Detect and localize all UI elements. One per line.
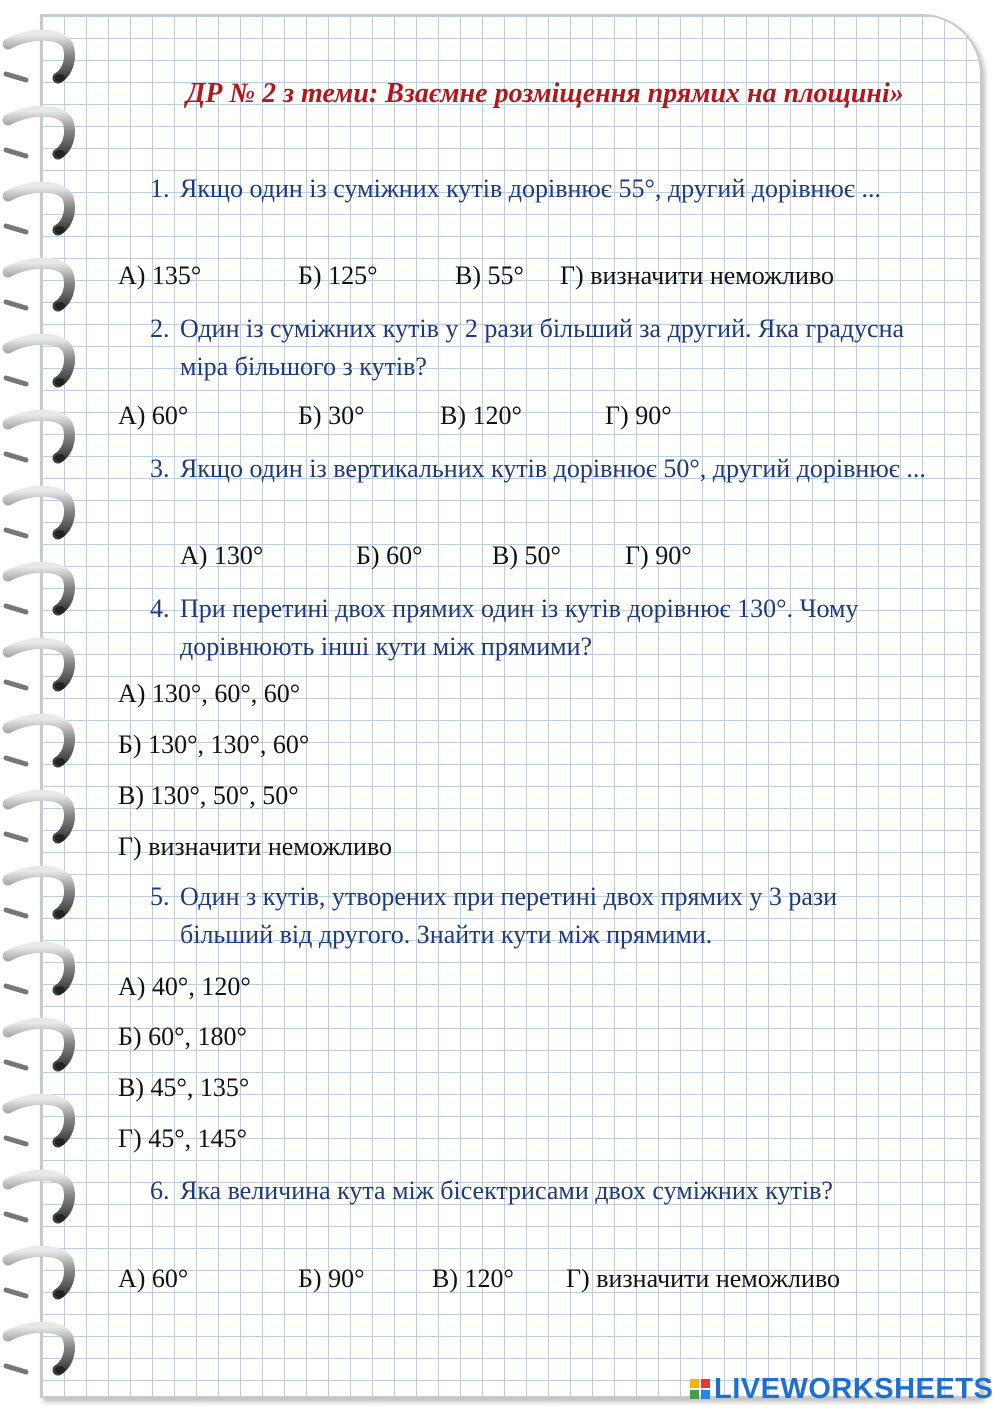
question-text: Якщо один із вертикальних кутів дорівнює 50°, другий дорівнює ...: [180, 454, 926, 483]
answer-6a[interactable]: А) 60°: [118, 1264, 189, 1293]
question-text: Яка величина кута між бісектрисами двох суміжних кутів?: [180, 1176, 833, 1205]
answer-3c[interactable]: В) 50°: [492, 541, 561, 570]
answer-5b[interactable]: Б) 60°, 180°: [118, 1022, 247, 1051]
answer-1c[interactable]: В) 55°: [455, 261, 524, 290]
question-text: Якщо один із суміжних кутів дорівнює 55°, другий дорівнює ...: [180, 174, 881, 203]
answer-3a[interactable]: А) 130°: [180, 541, 264, 570]
answer-6d[interactable]: Г) визначити неможливо: [566, 1264, 841, 1293]
question-4: [150, 590, 930, 666]
question-number: 3.: [150, 454, 170, 483]
question-number: 2.: [150, 314, 170, 343]
answer-1a[interactable]: А) 135°: [118, 261, 202, 290]
answer-2d[interactable]: Г) 90°: [605, 401, 672, 430]
question-1: [150, 170, 930, 208]
answer-1b[interactable]: Б) 125°: [298, 261, 378, 290]
question-number: 1.: [150, 174, 170, 203]
answer-5d[interactable]: Г) 45°, 145°: [118, 1124, 247, 1153]
question-number: 6.: [150, 1176, 170, 1205]
question-3: [150, 450, 930, 488]
question-2: [150, 310, 930, 386]
answer-5a[interactable]: А) 40°, 120°: [118, 972, 251, 1001]
logo-cubes-icon: [690, 1379, 710, 1399]
logo-text: LIVEWORKSHEETS: [714, 1372, 994, 1405]
answer-4b[interactable]: Б) 130°, 130°, 60°: [118, 730, 310, 759]
question-text: При перетині двох прямих один із кутів дорівнює 130°. Чому дорівнюють інші кути між прямими?: [180, 594, 859, 661]
answer-2b[interactable]: Б) 30°: [298, 401, 365, 430]
answer-4c[interactable]: В) 130°, 50°, 50°: [118, 781, 299, 810]
question-5: [150, 878, 930, 954]
question-number: 5.: [150, 882, 170, 911]
liveworksheets-logo: [690, 1372, 993, 1406]
answer-5c[interactable]: В) 45°, 135°: [118, 1073, 250, 1102]
answer-1d[interactable]: Г) визначити неможливо: [560, 261, 835, 290]
answer-3d[interactable]: Г) 90°: [625, 541, 692, 570]
question-text: Один із суміжних кутів у 2 рази більший за другий. Яка градусна міра більшого з кутів?: [180, 314, 905, 381]
question-number: 4.: [150, 594, 170, 623]
answer-4a[interactable]: А) 130°, 60°, 60°: [118, 679, 301, 708]
question-6: [150, 1172, 930, 1210]
question-text: Один з кутів, утворених при перетині двох прямих у 3 рази більший від другого. Знайти кути між прямими.: [180, 882, 838, 949]
answer-2a[interactable]: А) 60°: [118, 401, 189, 430]
page-title: ДР № 2 з теми: Взаємне розміщення прямих на площині»: [186, 78, 904, 109]
answer-4d[interactable]: Г) визначити неможливо: [118, 832, 393, 861]
answer-3b[interactable]: Б) 60°: [356, 541, 423, 570]
answer-6b[interactable]: Б) 90°: [298, 1264, 365, 1293]
answer-6c[interactable]: В) 120°: [432, 1264, 514, 1293]
answer-2c[interactable]: В) 120°: [440, 401, 522, 430]
